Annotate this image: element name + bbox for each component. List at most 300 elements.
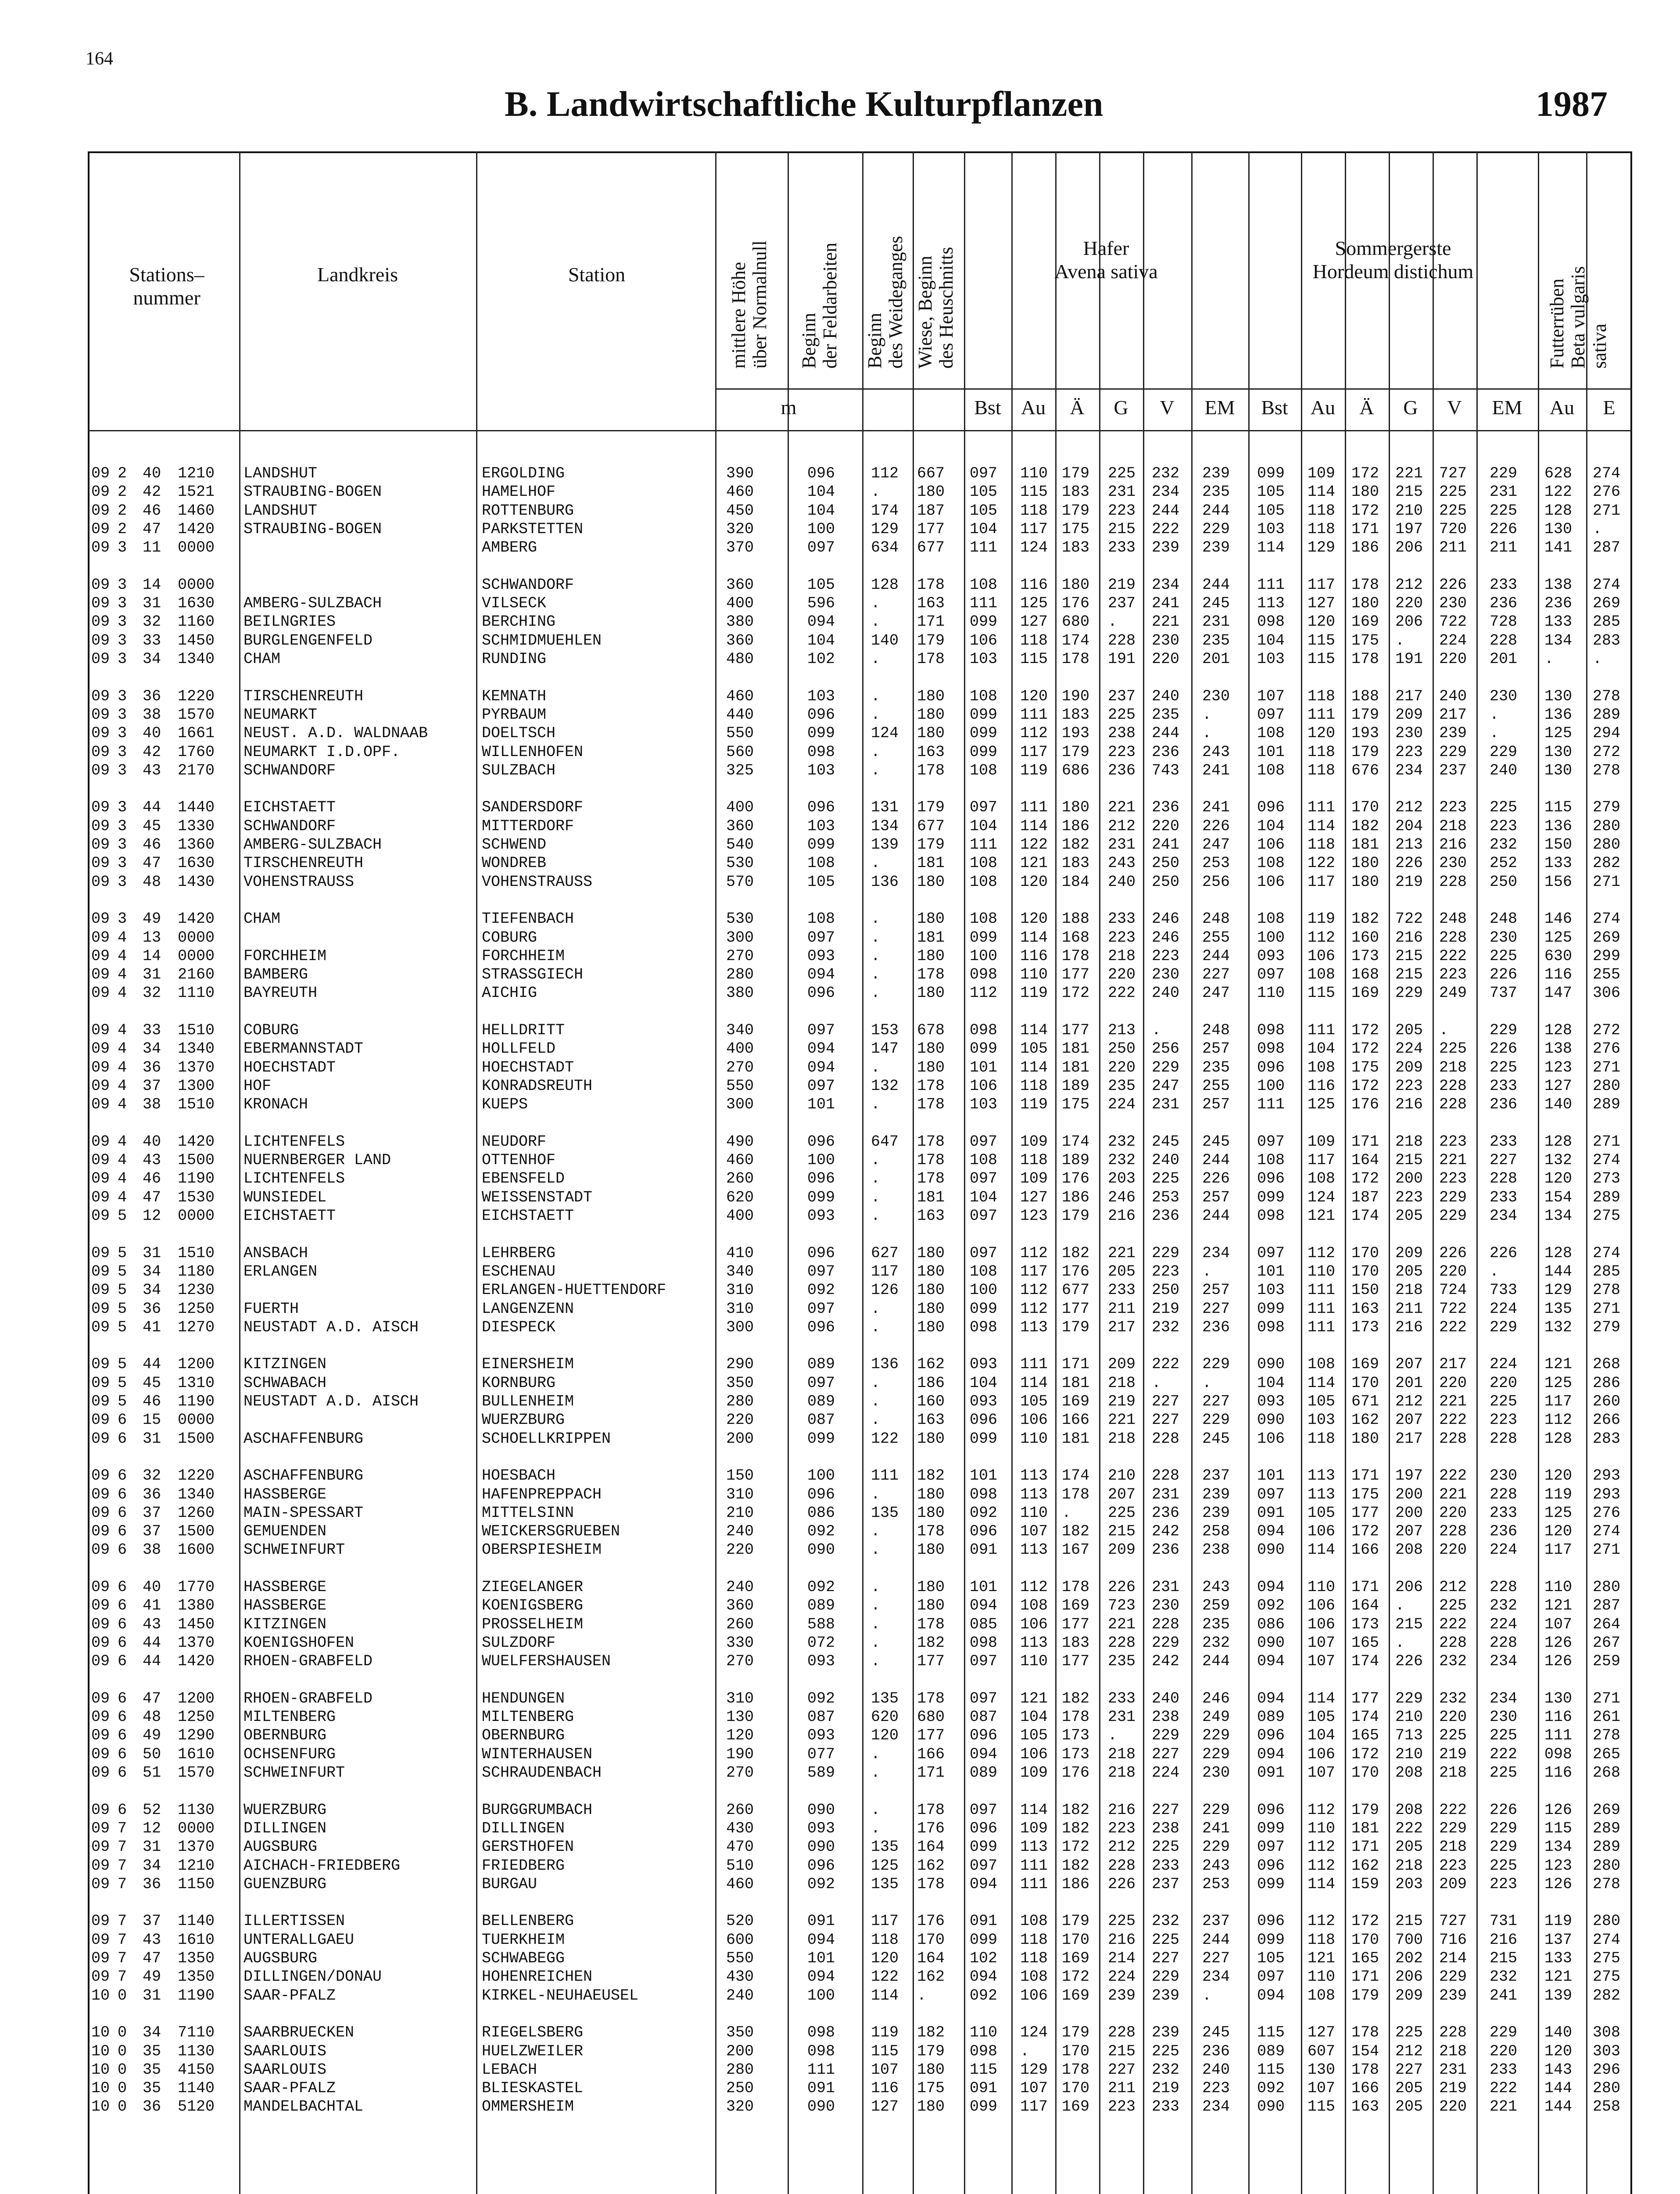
station-cell: HOECHSTADT: [482, 1058, 574, 1076]
value-cell: 223: [1108, 2098, 1136, 2116]
value-cell: 113: [1307, 1485, 1336, 1503]
station-cell: NEUDORF: [482, 1133, 547, 1151]
value-cell: 130: [1544, 761, 1573, 779]
station-number-part: 2: [118, 465, 127, 482]
value-cell: 271: [1593, 1133, 1621, 1151]
value-cell: 220: [1152, 650, 1180, 668]
value-cell: 116: [1544, 1708, 1573, 1726]
value-cell: 139: [871, 836, 899, 853]
value-cell: 096: [970, 1727, 998, 1745]
value-cell: 223: [1439, 1857, 1467, 1875]
landkreis-cell: MILTENBERG: [244, 1708, 336, 1726]
value-cell: 212: [1439, 1578, 1467, 1596]
header-phase: Au: [1549, 396, 1575, 419]
station-number-part: 09: [91, 1950, 110, 1967]
value-cell: 218: [1395, 1857, 1423, 1875]
value-cell: 154: [1544, 1188, 1573, 1206]
value-cell: 129: [871, 520, 899, 538]
value-cell: 121: [1020, 1689, 1048, 1707]
value-cell: 214: [1108, 1950, 1136, 1967]
value-cell: 222: [1439, 1467, 1467, 1485]
value-cell: 271: [1593, 873, 1621, 891]
value-cell: 126: [871, 1281, 899, 1299]
value-cell: 248: [1202, 910, 1230, 928]
value-cell: 166: [1351, 2079, 1379, 2097]
station-number-part: 4150: [178, 2061, 215, 2079]
value-cell: 182: [917, 1634, 945, 1652]
station-number-part: 11: [143, 539, 161, 557]
value-cell: 097: [970, 1653, 998, 1671]
value-cell: 096: [807, 706, 835, 724]
value-cell: 232: [1152, 1912, 1180, 1930]
value-cell: 229: [1152, 1058, 1180, 1076]
landkreis-cell: GEMUENDEN: [244, 1523, 327, 1541]
value-cell: 179: [1351, 1801, 1379, 1819]
station-number-part: 1460: [178, 502, 215, 520]
value-cell: 181: [1062, 1040, 1090, 1058]
station-number-part: 1150: [178, 1875, 215, 1893]
value-cell: 221: [1108, 799, 1136, 817]
value-cell: 177: [1062, 1300, 1090, 1318]
station-number-part: 0: [118, 1986, 127, 2004]
value-cell: 112: [970, 984, 998, 1002]
value-cell: 111: [970, 836, 998, 853]
value-cell: 247: [1202, 836, 1230, 853]
station-number-part: 0000: [178, 1411, 215, 1429]
station-number-part: 09: [91, 1467, 110, 1485]
value-cell: 096: [807, 1485, 835, 1503]
value-cell: 112: [1020, 1281, 1048, 1299]
value-cell: 108: [1307, 1058, 1336, 1076]
value-cell: 092: [970, 1504, 998, 1522]
value-cell: 127: [871, 2098, 899, 2116]
value-cell: 259: [1593, 1653, 1621, 1671]
station-cell: MITTELSINN: [482, 1504, 574, 1522]
station-cell: BURGGRUMBACH: [482, 1801, 593, 1819]
value-cell: 187: [917, 502, 945, 520]
value-cell: 089: [1257, 1708, 1285, 1726]
station-number-part: 1210: [178, 1857, 215, 1875]
value-cell: 089: [807, 1355, 835, 1373]
value-cell: 140: [1544, 1096, 1573, 1114]
station-cell: DIESPECK: [482, 1318, 556, 1336]
value-cell: 227: [1395, 2061, 1423, 2079]
value-cell: 218: [1439, 817, 1467, 835]
station-number-part: 1140: [178, 1912, 215, 1930]
value-cell: 183: [1062, 483, 1090, 501]
value-cell: 174: [1062, 1133, 1090, 1151]
value-cell: 215: [1490, 1950, 1518, 1967]
station-number-part: 1200: [178, 1689, 215, 1707]
value-cell: 178: [917, 1689, 945, 1707]
landkreis-cell: TIRSCHENREUTH: [244, 854, 364, 872]
station-number-part: 4: [118, 1077, 127, 1095]
value-cell: 112: [1307, 1244, 1336, 1262]
value-cell: 240: [1439, 687, 1467, 705]
value-cell: 119: [871, 2024, 899, 2042]
value-cell: 244: [1202, 1931, 1230, 1949]
value-cell: 237: [1439, 761, 1467, 779]
value-cell: 103: [970, 1096, 998, 1114]
value-cell: 227: [1202, 1300, 1230, 1318]
value-cell: 108: [970, 687, 998, 705]
value-cell: 178: [917, 1523, 945, 1541]
station-number-part: 09: [91, 1857, 110, 1875]
value-cell: 223: [1439, 1170, 1467, 1188]
value-cell: 246: [1152, 929, 1180, 946]
value-cell: 112: [871, 465, 899, 482]
station-number-part: 43: [143, 761, 161, 779]
value-cell: 127: [1307, 595, 1336, 613]
value-cell: 128: [1544, 502, 1573, 520]
value-cell: 180: [917, 1058, 945, 1076]
value-cell: 627: [871, 1244, 899, 1262]
value-cell: 162: [1351, 1411, 1379, 1429]
station-cell: WEICKERSGRUEBEN: [482, 1523, 620, 1541]
value-cell: 248: [1490, 910, 1518, 928]
value-cell: 234: [1490, 1207, 1518, 1225]
station-number-part: 32: [143, 613, 161, 631]
value-cell: 271: [1593, 1689, 1621, 1707]
value-cell: 179: [1062, 1318, 1090, 1336]
value-cell: 560: [726, 743, 754, 761]
value-cell: 179: [917, 631, 945, 649]
value-cell: 215: [1395, 483, 1423, 501]
value-cell: 178: [917, 1077, 945, 1095]
station-number-part: 09: [91, 1022, 110, 1039]
station-number-part: 3: [118, 687, 127, 705]
value-cell: 163: [917, 1411, 945, 1429]
value-cell: 250: [1152, 854, 1180, 872]
landkreis-cell: ASCHAFFENBURG: [244, 1467, 364, 1485]
value-cell: 230: [1439, 595, 1467, 613]
value-cell: 306: [1593, 984, 1621, 1002]
value-cell: 230: [1202, 1764, 1230, 1782]
station-number-part: 14: [143, 576, 161, 594]
value-cell: 233: [1108, 1281, 1136, 1299]
value-cell: 223: [1152, 947, 1180, 965]
value-cell: 350: [726, 2024, 754, 2042]
value-cell: 229: [1152, 1634, 1180, 1652]
value-cell: 234: [1395, 761, 1423, 779]
value-cell: 255: [1202, 1077, 1230, 1095]
station-number-part: 09: [91, 1819, 110, 1837]
station-number-part: 0: [118, 2042, 127, 2060]
header-landkreis: Landkreis: [317, 263, 398, 286]
value-cell: 270: [726, 1058, 754, 1076]
value-cell: 101: [970, 1058, 998, 1076]
value-cell: 530: [726, 910, 754, 928]
value-cell: 171: [1062, 1355, 1090, 1373]
value-cell: 111: [1020, 1857, 1048, 1875]
value-cell: 099: [1257, 1819, 1285, 1837]
value-cell: 099: [807, 1430, 835, 1448]
value-cell: 125: [871, 1857, 899, 1875]
value-cell: 097: [807, 1077, 835, 1095]
value-cell: 093: [807, 1653, 835, 1671]
station-cell: WONDREB: [482, 854, 547, 872]
value-cell: 360: [726, 576, 754, 594]
landkreis-cell: GUENZBURG: [244, 1875, 327, 1893]
value-cell: 230: [1490, 1708, 1518, 1726]
station-number-part: 47: [143, 1689, 161, 1707]
value-cell: 115: [970, 2061, 998, 2079]
station-number-part: 3: [118, 743, 127, 761]
value-cell: 220: [1395, 595, 1423, 613]
value-cell: 224: [1439, 631, 1467, 649]
value-cell: 110: [970, 2024, 998, 2042]
value-cell: 111: [1307, 799, 1336, 817]
value-cell: 105: [970, 502, 998, 520]
value-cell: 110: [1020, 1504, 1048, 1522]
value-cell: 225: [1108, 1504, 1136, 1522]
value-cell: 232: [1439, 1653, 1467, 1671]
station-number-part: 34: [143, 650, 161, 668]
value-cell: 182: [1062, 1857, 1090, 1875]
value-cell: 119: [1544, 1485, 1573, 1503]
value-cell: .: [871, 1653, 881, 1671]
value-cell: 188: [1062, 910, 1090, 928]
value-cell: 250: [1490, 873, 1518, 891]
value-cell: 237: [1108, 687, 1136, 705]
value-cell: 126: [1544, 1634, 1573, 1652]
value-cell: .: [1152, 1374, 1161, 1392]
value-cell: 176: [1062, 1764, 1090, 1782]
value-cell: 118: [1020, 1151, 1048, 1169]
station-number-part: 09: [91, 1207, 110, 1225]
station-number-part: 1500: [178, 1430, 215, 1448]
value-cell: 124: [871, 724, 899, 742]
value-cell: 124: [1020, 539, 1048, 557]
value-cell: 274: [1593, 1931, 1621, 1949]
station-number-part: 09: [91, 502, 110, 520]
station-number-part: 09: [91, 1689, 110, 1707]
value-cell: 271: [1593, 502, 1621, 520]
value-cell: 171: [1351, 1838, 1379, 1856]
station-number-part: 09: [91, 910, 110, 928]
value-cell: 269: [1593, 1801, 1621, 1819]
station-number-part: 2: [118, 502, 127, 520]
value-cell: 181: [917, 929, 945, 946]
value-cell: 236: [1152, 1207, 1180, 1225]
value-cell: 227: [1490, 1151, 1518, 1169]
station-number-part: 1230: [178, 1281, 215, 1299]
value-cell: 115: [1544, 1819, 1573, 1837]
value-cell: 677: [1062, 1281, 1090, 1299]
value-cell: 187: [1351, 1188, 1379, 1206]
value-cell: .: [871, 1393, 881, 1410]
value-cell: 220: [1490, 2042, 1518, 2060]
station-cell: RIEGELSBERG: [482, 2024, 584, 2042]
value-cell: 114: [1257, 539, 1285, 557]
value-cell: 091: [1257, 1764, 1285, 1782]
value-cell: 229: [1439, 1968, 1467, 1986]
value-cell: 111: [1257, 576, 1285, 594]
value-cell: 330: [726, 1634, 754, 1652]
value-cell: 122: [1020, 836, 1048, 853]
landkreis-cell: SAARLOUIS: [244, 2061, 327, 2079]
value-cell: 570: [726, 873, 754, 891]
value-cell: 091: [807, 2079, 835, 2097]
value-cell: 280: [726, 2061, 754, 2079]
value-cell: 173: [1062, 1745, 1090, 1763]
station-number-part: 6: [118, 1485, 127, 1503]
value-cell: 108: [970, 576, 998, 594]
value-cell: 104: [1020, 1708, 1048, 1726]
station-number-part: 1270: [178, 1318, 215, 1336]
value-cell: 731: [1490, 1912, 1518, 1930]
value-cell: 245: [1202, 1430, 1230, 1448]
value-cell: 110: [1020, 966, 1048, 984]
value-cell: 249: [1439, 984, 1467, 1002]
value-cell: 231: [1152, 1096, 1180, 1114]
station-number-part: 6: [118, 1467, 127, 1485]
value-cell: .: [917, 1986, 927, 2004]
value-cell: 174: [1351, 1207, 1379, 1225]
value-cell: 106: [1307, 1523, 1336, 1541]
value-cell: 233: [1152, 1857, 1180, 1875]
value-cell: 250: [726, 2079, 754, 2097]
value-cell: 173: [1351, 1318, 1379, 1336]
value-cell: 099: [970, 613, 998, 631]
station-number-part: 1610: [178, 1931, 215, 1949]
value-cell: 114: [1020, 1058, 1048, 1076]
value-cell: 222: [1439, 947, 1467, 965]
value-cell: 211: [1108, 1300, 1136, 1318]
value-cell: 271: [1593, 1541, 1621, 1559]
value-cell: 228: [1108, 2024, 1136, 2042]
station-cell: FRIEDBERG: [482, 1857, 565, 1875]
value-cell: 113: [1257, 595, 1285, 613]
value-cell: 094: [970, 1745, 998, 1763]
value-cell: 177: [1351, 1504, 1379, 1522]
value-cell: 099: [970, 1300, 998, 1318]
page-number: 164: [86, 49, 113, 69]
value-cell: .: [871, 1801, 881, 1819]
value-cell: 243: [1202, 1857, 1230, 1875]
value-cell: .: [871, 1151, 881, 1169]
value-cell: 671: [1351, 1393, 1379, 1410]
value-cell: 108: [1020, 1968, 1048, 1986]
station-number-part: 1420: [178, 1133, 215, 1151]
value-cell: 248: [1439, 910, 1467, 928]
value-cell: 109: [1307, 465, 1336, 482]
value-cell: 460: [726, 687, 754, 705]
value-cell: 129: [1544, 1281, 1573, 1299]
station-number-part: 47: [143, 1188, 161, 1206]
value-cell: 180: [917, 873, 945, 891]
value-cell: 550: [726, 1950, 754, 1967]
station-number-part: 1210: [178, 465, 215, 482]
value-cell: .: [871, 1374, 881, 1392]
station-cell: BULLENHEIM: [482, 1393, 574, 1410]
station-number-part: 35: [143, 2042, 161, 2060]
value-cell: 087: [807, 1708, 835, 1726]
column-divider: [1248, 151, 1250, 2194]
value-cell: 200: [1395, 1504, 1423, 1522]
value-cell: 220: [1439, 2098, 1467, 2116]
value-cell: 246: [1202, 1689, 1230, 1707]
value-cell: 108: [1307, 1170, 1336, 1188]
value-cell: 225: [1439, 1727, 1467, 1745]
value-cell: 215: [1395, 966, 1423, 984]
value-cell: 093: [807, 1207, 835, 1225]
value-cell: 239: [1202, 465, 1230, 482]
value-cell: 282: [1593, 854, 1621, 872]
value-cell: .: [871, 947, 881, 965]
station-cell: EICHSTAETT: [482, 1207, 574, 1225]
value-cell: 181: [1062, 1058, 1090, 1076]
value-cell: 260: [726, 1801, 754, 1819]
station-number-part: 0000: [178, 929, 215, 946]
value-cell: 223: [1152, 1262, 1180, 1280]
value-cell: 241: [1202, 799, 1230, 817]
value-cell: 279: [1593, 799, 1621, 817]
landkreis-cell: OCHSENFURG: [244, 1745, 336, 1763]
station-cell: HOLLFELD: [482, 1040, 556, 1058]
station-cell: OTTENHOF: [482, 1151, 556, 1169]
value-cell: 178: [1351, 2024, 1379, 2042]
value-cell: 287: [1593, 539, 1621, 557]
value-cell: 118: [1307, 743, 1336, 761]
value-cell: 172: [1351, 1022, 1379, 1039]
value-cell: .: [871, 650, 881, 668]
value-cell: 104: [970, 817, 998, 835]
value-cell: 234: [1152, 483, 1180, 501]
value-cell: 289: [1593, 1188, 1621, 1206]
value-cell: 099: [970, 724, 998, 742]
station-number-part: 1190: [178, 1986, 215, 2004]
value-cell: 225: [1439, 483, 1467, 501]
value-cell: 160: [917, 1393, 945, 1410]
value-cell: 225: [1108, 1912, 1136, 1930]
value-cell: 106: [1257, 836, 1285, 853]
value-cell: 222: [1439, 1615, 1467, 1633]
value-cell: 114: [1307, 1875, 1336, 1893]
station-number-part: 4: [118, 1188, 127, 1206]
station-number-part: 47: [143, 1950, 161, 1967]
value-cell: 128: [1544, 1244, 1573, 1262]
station-number-part: 31: [143, 1838, 161, 1856]
value-cell: 111: [1020, 706, 1048, 724]
value-cell: 178: [1062, 1708, 1090, 1726]
station-number-part: 09: [91, 1170, 110, 1188]
value-cell: 116: [1544, 966, 1573, 984]
landkreis-cell: NEUMARKT: [244, 706, 318, 724]
value-cell: 270: [726, 1653, 754, 1671]
value-cell: 163: [917, 1207, 945, 1225]
value-cell: 239: [1152, 1986, 1180, 2004]
value-cell: 237: [1152, 1875, 1180, 1893]
value-cell: 092: [807, 1875, 835, 1893]
value-cell: 094: [1257, 1986, 1285, 2004]
station-cell: ERLANGEN-HUETTENDORF: [482, 1281, 666, 1299]
value-cell: 243: [1108, 854, 1136, 872]
landkreis-cell: LANDSHUT: [244, 502, 318, 520]
value-cell: 156: [1544, 873, 1573, 891]
header-phase: V: [1160, 396, 1175, 419]
column-divider: [1476, 151, 1478, 2194]
value-cell: 680: [917, 1708, 945, 1726]
value-cell: 094: [807, 1058, 835, 1076]
landkreis-cell: NUERNBERGER LAND: [244, 1151, 391, 1169]
value-cell: 119: [1307, 910, 1336, 928]
landkreis-cell: AUGSBURG: [244, 1950, 318, 1967]
value-cell: 226: [1490, 1801, 1518, 1819]
value-cell: 229: [1202, 1801, 1230, 1819]
value-cell: 620: [726, 1188, 754, 1206]
value-cell: 164: [1351, 1597, 1379, 1615]
